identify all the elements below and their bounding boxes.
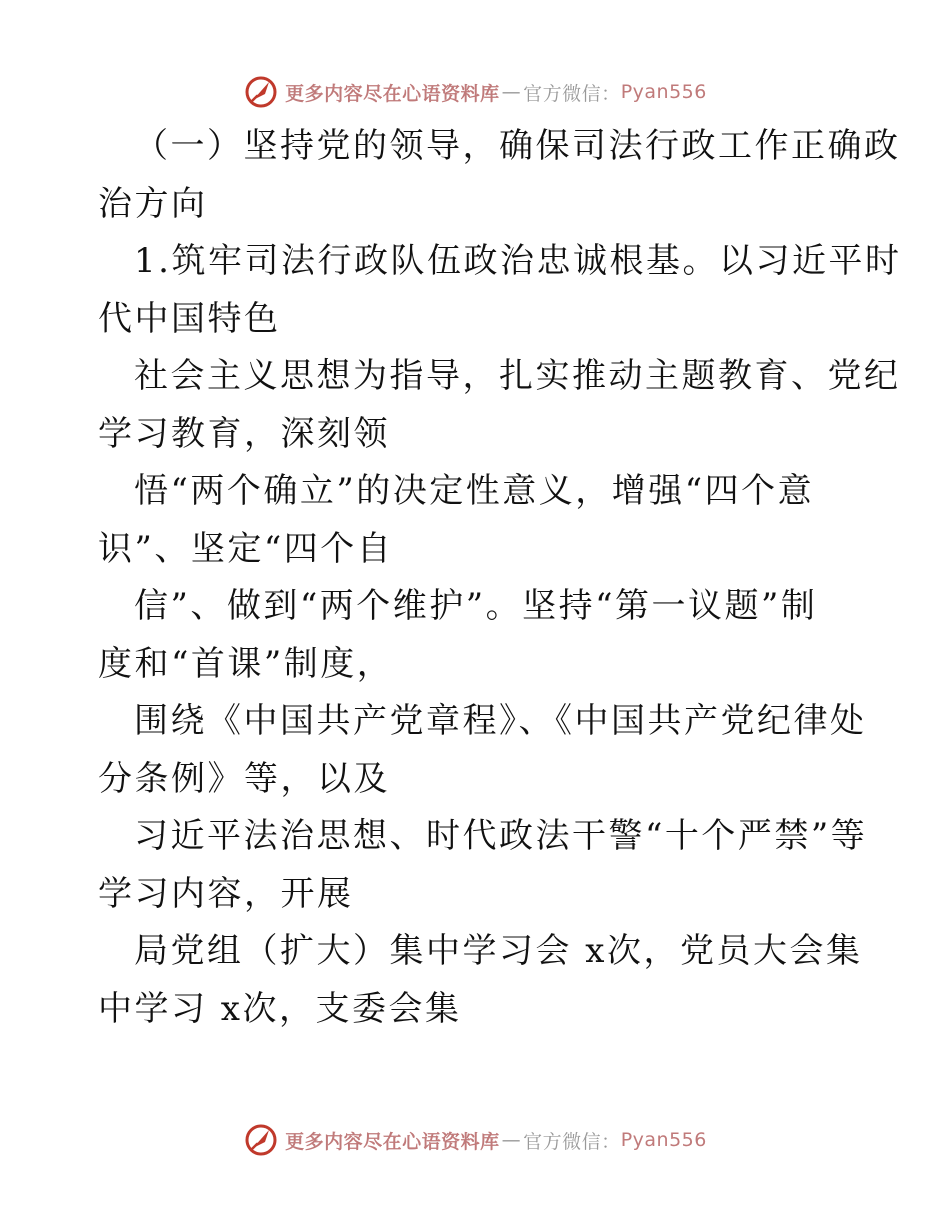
paragraph-5 <box>98 578 858 693</box>
quill-logo-icon <box>243 74 279 110</box>
text-line: 代中国特色 <box>98 298 281 339</box>
text-line: 围绕《中国共产党章程》、《中国共产党纪律处 <box>134 701 867 741</box>
text-line: 学习教育，深刻领 <box>98 413 390 454</box>
paragraph-7 <box>98 808 868 923</box>
text-line: 识”、坚定“四个自 <box>98 528 394 569</box>
banner-main-text: 更多内容尽在心语资料库 <box>285 82 500 105</box>
banner-dash: — <box>501 1129 522 1151</box>
banner-wechat-id: Pyan556 <box>620 81 707 103</box>
text-line: 治方向 <box>98 183 208 224</box>
quill-logo-icon <box>243 1122 279 1158</box>
paragraph-6 <box>98 693 867 808</box>
banner-main-text: 更多内容尽在心语资料库 <box>285 1130 500 1153</box>
text-line: 学习内容，开展 <box>98 873 354 914</box>
text-line: 中学习 x次，支委会集 <box>98 988 462 1029</box>
text-line: 悟“两个确立”的决定性意义，增强“四个意 <box>134 471 815 511</box>
paragraph-4 <box>98 463 858 578</box>
text-line: （一）坚持党的领导，确保司法行政工作正确政 <box>134 126 901 166</box>
document-body <box>98 118 902 1038</box>
banner-wechat-label: 官方微信： <box>523 82 621 105</box>
text-line: 分条例》等，以及 <box>98 758 390 799</box>
banner-text <box>285 79 707 106</box>
text-line: 社会主义思想为指导，扎实推动主题教育、党纪 <box>134 356 901 396</box>
text-line: 习近平法治思想、时代政法干警“十个严禁”等 <box>134 816 868 856</box>
banner-wechat-label: 官方微信： <box>523 1130 621 1153</box>
text-line: 度和“首课”制度， <box>98 643 394 684</box>
header-watermark-banner <box>0 72 950 112</box>
banner-text <box>285 1127 707 1154</box>
banner-dash: — <box>501 81 522 103</box>
paragraph-2 <box>98 233 902 348</box>
text-line: 信”、做到“两个维护”。坚持“第一议题”制 <box>134 586 818 626</box>
text-line: 局党组（扩大）集中学习会 x次，党员大会集 <box>134 931 863 971</box>
paragraph-8 <box>98 923 863 1038</box>
footer-watermark-banner <box>0 1120 950 1160</box>
text-line: 1.筑牢司法行政队伍政治忠诚根基。以习近平时 <box>134 241 902 281</box>
paragraph-3 <box>98 348 901 463</box>
banner-wechat-id: Pyan556 <box>620 1129 707 1151</box>
paragraph-1 <box>98 118 901 233</box>
